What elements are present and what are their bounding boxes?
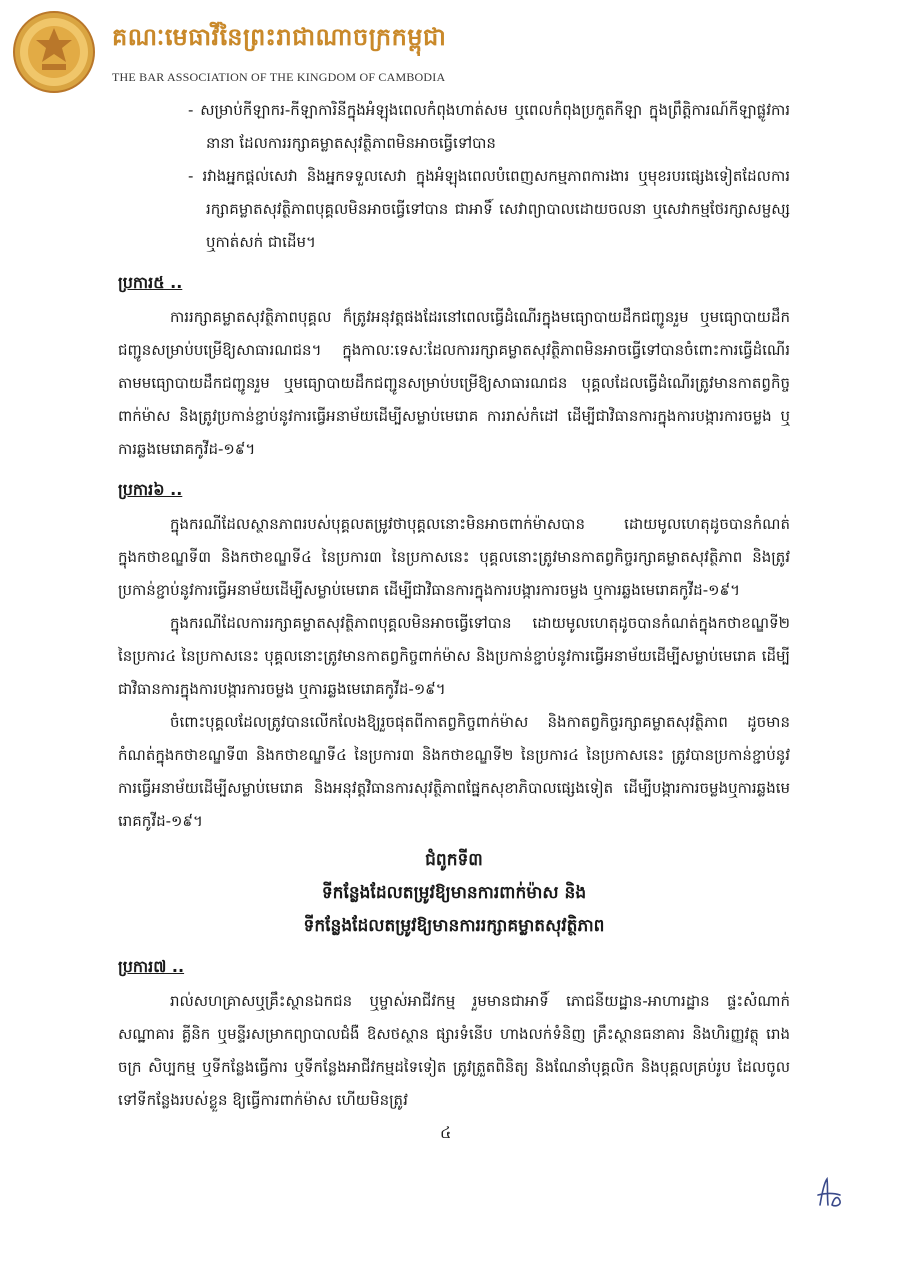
chapter-title-line-1: ទីកន្លែងដែលតម្រូវឱ្យមានការពាក់ម៉ាស និង xyxy=(321,883,587,903)
document-body xyxy=(118,94,790,1117)
article-6-paragraph-1: ក្នុងករណីដែលស្ថានភាពរបស់បុគ្គលតម្រូវថាបុគ្គលនោះមិនអាចពាក់ម៉ាសបាន ដោយមូលហេតុដូចបានកំណត់ក្នុងកថាខណ្ឌទី៣ និងកថាខណ្ឌទី៤ នៃប្រការ៣ នៃប្រកាសនេះ បុគ្គលនោះត្រូវមានកាតព្វកិច្ចរក្សាគម្លាតសុវត្ថិភាព និងត្រូវប្រកាន់ខ្ជាប់នូវការធ្វើអនាម័យដើម្បីសម្លាប់មេរោគ ដើម្បីជាវិធានការក្នុងការបង្ការការចម្លង ឬការឆ្លងមេរោគកូវីដ-១៩។ xyxy=(118,515,790,599)
article-5-heading: ប្រការ៥ .. xyxy=(118,273,183,292)
bar-association-emblem-logo xyxy=(12,10,96,94)
article-7-paragraph: រាល់សហគ្រាសឬគ្រឹះស្ថានឯកជន ឬម្ចាស់អាជីវកម្ម រួមមានជាអាទិ៍ ភោជនីយដ្ឋាន-អាហារដ្ឋាន ផ្ទះសំណាក់ សណ្ឋាគារ គ្លីនិក ឬមន្ទីរសម្រាកព្យាបាលជំងឺ ឱសថស្ថាន ផ្សារទំនើប ហាងលក់ទំនិញ គ្រឹះស្ថានធនាគារ និងហិរញ្ញវត្ថុ រោងចក្រ សិប្បកម្ម ឬទីកន្លែងធ្វើការ ឬទីកន្លែងអាជីវកម្មដទៃទៀត ត្រូវត្រួតពិនិត្យ និងណែនាំបុគ្គលិក និងបុគ្គលគ្រប់រូប ដែលចូលទៅទីកន្លែងរបស់ខ្លួន ឱ្យធ្វើការពាក់ម៉ាស ហើយមិនត្រូវ xyxy=(118,992,790,1109)
organization-name-english: THE BAR ASSOCIATION OF THE KINGDOM OF CAMBODIA xyxy=(112,70,446,84)
chapter-number: ជំពូកទី៣ xyxy=(425,850,483,870)
letterhead xyxy=(12,10,612,90)
organization-name-khmer: គណៈមេធាវីនៃព្រះរាជាណាចក្រកម្ពុជា xyxy=(112,22,447,51)
list-item-athletes: - សម្រាប់កីឡាករ-កីឡាការិនីក្នុងអំឡុងពេលកំពុងហាត់សម ឬពេលកំពុងប្រកួតកីឡា ក្នុងព្រឹត្តិការណ៍កីឡាផ្លូវការនានា ដែលការរក្សាគម្លាតសុវត្ថិភាពមិនអាចធ្វើទៅបាន xyxy=(188,101,790,152)
article-6-heading: ប្រការ៦ .. xyxy=(118,480,183,499)
article-7-heading: ប្រការ៧ .. xyxy=(118,957,185,976)
list-item-service-providers: - រវាងអ្នកផ្តល់សេវា និងអ្នកទទួលសេវា ក្នុងអំឡុងពេលបំពេញសកម្មភាពការងារ ឬមុខរបរផ្សេងទៀតដែលការរក្សាគម្លាតសុវត្ថិភាពបុគ្គលមិនអាចធ្វើទៅបាន ជាអាទិ៍ សេវាព្យាបាលដោយចលនា ឬសេវាកម្មថែរក្សាសម្ផស្ស ឬកាត់សក់ ជាដើម។ xyxy=(188,167,790,251)
handwritten-initials-signature xyxy=(812,1175,846,1211)
article-6-paragraph-3: ចំពោះបុគ្គលដែលត្រូវបានលើកលែងឱ្យរួចផុតពីកាតព្វកិច្ចពាក់ម៉ាស និងកាតព្វកិច្ចរក្សាគម្លាតសុវត្ថិភាព ដូចមានកំណត់ក្នុងកថាខណ្ឌទី៣ និងកថាខណ្ឌទី៤ នៃប្រការ៣ និងកថាខណ្ឌទី២ នៃប្រការ៤ នៃប្រកាសនេះ ត្រូវបានប្រកាន់ខ្ជាប់នូវការធ្វើអនាម័យដើម្បីសម្លាប់មេរោគ និងអនុវត្តវិធានការសុវត្ថិភាពផ្នែកសុខាភិបាលផ្សេងទៀត ដើម្បីបង្ការការចម្លងឬការឆ្លងមេរោគកូវីដ-១៩។ xyxy=(118,713,790,830)
page-number: ៤ xyxy=(440,1123,452,1142)
chapter-title-line-2: ទីកន្លែងដែលតម្រូវឱ្យមានការរក្សាគម្លាតសុវត្ថិភាព xyxy=(303,916,605,936)
chapter-heading xyxy=(118,844,790,943)
article-6-paragraph-2: ក្នុងករណីដែលការរក្សាគម្លាតសុវត្ថិភាពបុគ្គលមិនអាចធ្វើទៅបាន ដោយមូលហេតុដូចបានកំណត់ក្នុងកថាខណ្ឌទី២ នៃប្រការ៤ នៃប្រកាសនេះ បុគ្គលនោះត្រូវមានកាតព្វកិច្ចពាក់ម៉ាស និងប្រកាន់ខ្ជាប់នូវការធ្វើអនាម័យដើម្បីសម្លាប់មេរោគ ដើម្បីជាវិធានការក្នុងការបង្ការការចម្លង ឬការឆ្លងមេរោគកូវីដ-១៩។ xyxy=(118,614,790,698)
article-5-paragraph: ការរក្សាគម្លាតសុវត្ថិភាពបុគ្គល ក៏ត្រូវអនុវត្តផងដែរនៅពេលធ្វើដំណើរក្នុងមធ្យោបាយដឹកជញ្ជូនរួម ឬមធ្យោបាយដឹកជញ្ជូនសម្រាប់បម្រើឱ្យសាធារណជន។ ក្នុងកាលៈទេសៈដែលការរក្សាគម្លាតសុវត្ថិភាពមិនអាចធ្វើទៅបានចំពោះការធ្វើដំណើរតាមមធ្យោបាយដឹកជញ្ជូនរួម ឬមធ្យោបាយដឹកជញ្ជូនសម្រាប់បម្រើឱ្យសាធារណជន បុគ្គលដែលធ្វើដំណើរត្រូវមានកាតព្វកិច្ចពាក់ម៉ាស និងត្រូវប្រកាន់ខ្ជាប់នូវការធ្វើអនាម័យដើម្បីសម្លាប់មេរោគ ការរាស់កំដៅ ដើម្បីជាវិធានការក្នុងការបង្ការការចម្លង ឬការឆ្លងមេរោគកូវីដ-១៩។ xyxy=(118,308,790,458)
